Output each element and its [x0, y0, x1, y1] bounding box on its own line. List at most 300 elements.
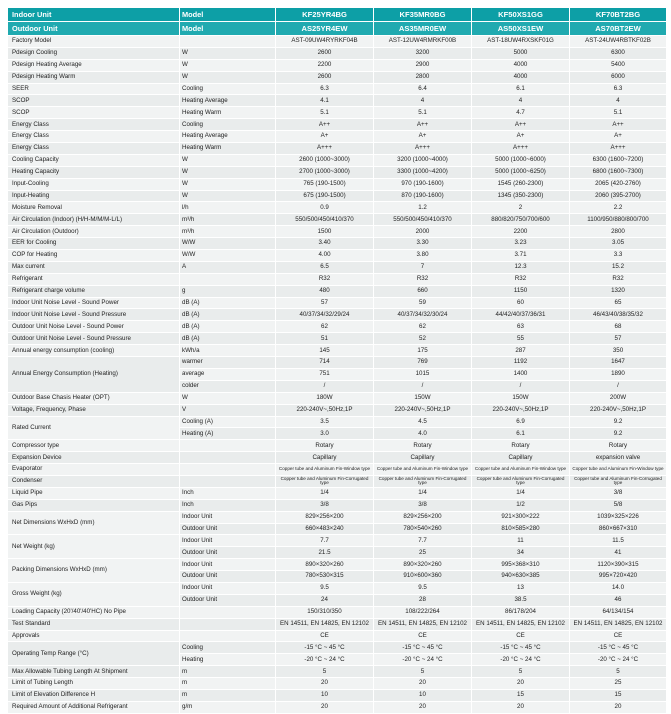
- spec-label: Compressor type: [8, 440, 180, 452]
- spec-unit: m³/h: [180, 214, 276, 226]
- spec-value: 3300 (1000~4200): [374, 166, 472, 178]
- spec-value: 1039×325×226: [570, 511, 667, 523]
- model-name: KF25YR4BG: [276, 8, 374, 22]
- spec-value: 350: [570, 345, 667, 357]
- model-name: AS35MR0EW: [374, 22, 472, 36]
- spec-row: [8, 238, 667, 250]
- spec-row: [8, 357, 667, 369]
- spec-value: -15 °C ~ 45 °C: [374, 642, 472, 654]
- spec-value: 880/820/750/700/600: [472, 214, 570, 226]
- spec-value: A++: [472, 119, 570, 131]
- spec-value: 870 (190-1600): [374, 190, 472, 202]
- spec-unit: [180, 464, 276, 476]
- spec-value: 63: [472, 321, 570, 333]
- spec-label: Max Allowable Tubing Length At Shipment: [8, 666, 180, 678]
- spec-row: [8, 618, 667, 630]
- spec-value: 25: [570, 678, 667, 690]
- spec-label: Rated Current: [8, 416, 180, 440]
- spec-value: Capillary: [276, 452, 374, 464]
- spec-row: [8, 83, 667, 95]
- spec-value: 890×320×260: [276, 559, 374, 571]
- spec-value: A++: [374, 119, 472, 131]
- spec-value: R32: [472, 273, 570, 285]
- spec-value: -20 °C ~ 24 °C: [276, 654, 374, 666]
- spec-value: 38.5: [472, 594, 570, 606]
- spec-value: 6.3: [570, 83, 667, 95]
- spec-value: 7.7: [374, 535, 472, 547]
- spec-value: AST-18UW4RXSKF01G: [472, 36, 570, 48]
- spec-value: CE: [472, 630, 570, 642]
- spec-unit: Indoor Unit: [180, 511, 276, 523]
- spec-value: 1400: [472, 368, 570, 380]
- header-row-indoor: [8, 8, 667, 22]
- spec-row: [8, 345, 667, 357]
- spec-value: Rotary: [374, 440, 472, 452]
- spec-row: [8, 487, 667, 499]
- header-model-label: Model: [180, 22, 276, 36]
- spec-value: 65: [570, 297, 667, 309]
- model-name: KF50XS1GG: [472, 8, 570, 22]
- spec-unit: W: [180, 59, 276, 71]
- spec-unit: g/m: [180, 701, 276, 713]
- spec-value: CE: [570, 630, 667, 642]
- spec-label: Test Standard: [8, 618, 180, 630]
- spec-value: 220-240V~,50Hz,1P: [472, 404, 570, 416]
- spec-label: Input-Heating: [8, 190, 180, 202]
- spec-label: Evaporator: [8, 464, 180, 476]
- spec-value: 10: [276, 689, 374, 701]
- spec-unit: Heating Warm: [180, 143, 276, 155]
- spec-label: Energy Class: [8, 143, 180, 155]
- spec-value: -15 °C ~ 45 °C: [276, 642, 374, 654]
- spec-label: Pdesign Cooling: [8, 47, 180, 59]
- spec-value: A++: [570, 119, 667, 131]
- spec-label: Indoor Unit Noise Level - Sound Power: [8, 297, 180, 309]
- spec-value: 5000 (1000~6000): [472, 154, 570, 166]
- spec-unit: l/h: [180, 202, 276, 214]
- spec-value: 1120×390×315: [570, 559, 667, 571]
- spec-value: 6.3: [276, 83, 374, 95]
- spec-value: 20: [374, 701, 472, 713]
- spec-value: 6300 (1600~7200): [570, 154, 667, 166]
- spec-value: 2800: [374, 71, 472, 83]
- spec-value: A+: [374, 131, 472, 143]
- spec-value: 5000: [472, 47, 570, 59]
- spec-unit: g: [180, 285, 276, 297]
- spec-value: 3.40: [276, 238, 374, 250]
- spec-value: 921×300×222: [472, 511, 570, 523]
- spec-value: 5.1: [570, 107, 667, 119]
- spec-unit: W: [180, 178, 276, 190]
- spec-label: Heating Capacity: [8, 166, 180, 178]
- spec-value: R32: [374, 273, 472, 285]
- spec-value: 3/8: [374, 499, 472, 511]
- spec-value: 4000: [472, 71, 570, 83]
- spec-row: [8, 701, 667, 713]
- spec-value: 1647: [570, 357, 667, 369]
- spec-value: 46: [570, 594, 667, 606]
- spec-unit: m³/h: [180, 226, 276, 238]
- model-name: AS70BT2EW: [570, 22, 667, 36]
- spec-value: 3.05: [570, 238, 667, 250]
- spec-label: Voltage, Frequency, Phase: [8, 404, 180, 416]
- spec-unit: A: [180, 261, 276, 273]
- spec-value: /: [472, 380, 570, 392]
- spec-row: [8, 392, 667, 404]
- spec-row: [8, 285, 667, 297]
- spec-row: [8, 119, 667, 131]
- spec-unit: Cooling (A): [180, 416, 276, 428]
- model-name: KF35MR0BG: [374, 8, 472, 22]
- spec-row: [8, 475, 667, 487]
- spec-unit: W: [180, 47, 276, 59]
- spec-value: 13: [472, 582, 570, 594]
- spec-value: 220-240V~,50Hz,1P: [374, 404, 472, 416]
- spec-label: Operating Temp Range (°C): [8, 642, 180, 666]
- spec-value: 0.9: [276, 202, 374, 214]
- header-model-label: Model: [180, 8, 276, 22]
- spec-value: 1192: [472, 357, 570, 369]
- spec-unit: average: [180, 368, 276, 380]
- spec-row: [8, 559, 667, 571]
- spec-row: [8, 273, 667, 285]
- spec-value: 751: [276, 368, 374, 380]
- spec-value: 34: [472, 547, 570, 559]
- spec-unit: Inch: [180, 487, 276, 499]
- spec-value: 1/4: [472, 487, 570, 499]
- spec-value: Rotary: [276, 440, 374, 452]
- spec-value: 660×483×240: [276, 523, 374, 535]
- spec-label: Packing Dimensions WxHxD (mm): [8, 559, 180, 583]
- spec-value: 2: [472, 202, 570, 214]
- spec-value: expansion valve: [570, 452, 667, 464]
- spec-value: 57: [276, 297, 374, 309]
- spec-label: EER for Cooling: [8, 238, 180, 250]
- spec-value: Copper tube and Aluminum Fin-Window type: [276, 464, 374, 476]
- spec-value: 714: [276, 357, 374, 369]
- spec-value: 890×320×260: [374, 559, 472, 571]
- spec-unit: W/W: [180, 238, 276, 250]
- spec-value: EN 14511, EN 14825, EN 12102: [472, 618, 570, 630]
- spec-label: Expansion Device: [8, 452, 180, 464]
- spec-table-body: [8, 8, 667, 714]
- spec-value: 15: [472, 689, 570, 701]
- spec-value: 810×585×280: [472, 523, 570, 535]
- spec-value: 25: [374, 547, 472, 559]
- spec-value: 64/134/154: [570, 606, 667, 618]
- spec-label: Refrigerant charge volume: [8, 285, 180, 297]
- spec-label: SEER: [8, 83, 180, 95]
- spec-unit: [180, 606, 276, 618]
- spec-unit: Cooling: [180, 642, 276, 654]
- spec-value: 3.0: [276, 428, 374, 440]
- spec-label: Indoor Unit Noise Level - Sound Pressure: [8, 309, 180, 321]
- spec-value: 20: [374, 678, 472, 690]
- spec-table: [7, 7, 667, 714]
- spec-value: 3200 (1000~4000): [374, 154, 472, 166]
- spec-value: 5: [472, 666, 570, 678]
- spec-value: A+: [472, 131, 570, 143]
- spec-value: 6.4: [374, 83, 472, 95]
- spec-value: 2065 (420-2760): [570, 178, 667, 190]
- spec-value: -20 °C ~ 24 °C: [472, 654, 570, 666]
- spec-value: 12.3: [472, 261, 570, 273]
- spec-value: 220-240V~,50Hz,1P: [570, 404, 667, 416]
- spec-unit: Indoor Unit: [180, 535, 276, 547]
- spec-value: 62: [374, 321, 472, 333]
- spec-unit: Inch: [180, 499, 276, 511]
- spec-row: [8, 333, 667, 345]
- spec-value: A+++: [472, 143, 570, 155]
- spec-value: 1500: [276, 226, 374, 238]
- spec-value: /: [570, 380, 667, 392]
- spec-row: [8, 71, 667, 83]
- spec-value: A+: [276, 131, 374, 143]
- spec-row: [8, 630, 667, 642]
- spec-row: [8, 47, 667, 59]
- spec-unit: kWh/a: [180, 345, 276, 357]
- spec-unit: [180, 36, 276, 48]
- spec-row: [8, 143, 667, 155]
- spec-unit: W: [180, 71, 276, 83]
- spec-unit: W: [180, 190, 276, 202]
- spec-value: Rotary: [472, 440, 570, 452]
- spec-value: 6300: [570, 47, 667, 59]
- spec-unit: Cooling: [180, 119, 276, 131]
- spec-value: 180W: [276, 392, 374, 404]
- spec-value: Copper tube and Aluminum Fin-Window type: [374, 464, 472, 476]
- spec-value: 1345 (350-2300): [472, 190, 570, 202]
- spec-unit: Outdoor Unit: [180, 594, 276, 606]
- spec-value: 5000 (1000~6250): [472, 166, 570, 178]
- spec-row: [8, 689, 667, 701]
- spec-value: 52: [374, 333, 472, 345]
- spec-label: SCOP: [8, 95, 180, 107]
- spec-value: 20: [570, 701, 667, 713]
- spec-value: 44/42/40/37/36/31: [472, 309, 570, 321]
- spec-unit: dB (A): [180, 297, 276, 309]
- spec-value: 3200: [374, 47, 472, 59]
- spec-value: 1/4: [276, 487, 374, 499]
- spec-row: [8, 95, 667, 107]
- spec-unit: colder: [180, 380, 276, 392]
- spec-value: -15 °C ~ 45 °C: [570, 642, 667, 654]
- spec-label: Gross Weight (kg): [8, 582, 180, 606]
- spec-label: Net Dimensions WxHxD (mm): [8, 511, 180, 535]
- spec-value: 1150: [472, 285, 570, 297]
- spec-value: Copper tube and Aluminum Fin-Corrugated type: [276, 475, 374, 487]
- spec-value: 9.2: [570, 428, 667, 440]
- spec-unit: V: [180, 404, 276, 416]
- spec-value: 1890: [570, 368, 667, 380]
- spec-label: Limit of Elevation Difference H: [8, 689, 180, 701]
- spec-row: [8, 261, 667, 273]
- spec-value: 780×540×260: [374, 523, 472, 535]
- spec-value: 1015: [374, 368, 472, 380]
- spec-value: 4000: [472, 59, 570, 71]
- spec-unit: dB (A): [180, 333, 276, 345]
- spec-value: 20: [276, 678, 374, 690]
- spec-value: 40/37/34/32/29/24: [276, 309, 374, 321]
- spec-label: Annual energy consumption (cooling): [8, 345, 180, 357]
- spec-value: 10: [374, 689, 472, 701]
- spec-label: Outdoor Base Chasis Heater (OPT): [8, 392, 180, 404]
- spec-value: 3.5: [276, 416, 374, 428]
- spec-row: [8, 404, 667, 416]
- spec-row: [8, 107, 667, 119]
- spec-value: 5.1: [374, 107, 472, 119]
- spec-value: 550/500/450/410/370: [276, 214, 374, 226]
- spec-value: 3.71: [472, 250, 570, 262]
- spec-label: Pdesign Heating Warm: [8, 71, 180, 83]
- spec-label: Factory Model: [8, 36, 180, 48]
- spec-value: R32: [276, 273, 374, 285]
- spec-unit: Indoor Unit: [180, 582, 276, 594]
- spec-value: 3.23: [472, 238, 570, 250]
- spec-value: A+: [570, 131, 667, 143]
- spec-value: Copper tube and Aluminum Fin-Corrugated type: [374, 475, 472, 487]
- spec-value: 1320: [570, 285, 667, 297]
- spec-value: AST-24UW4RBTKF02B: [570, 36, 667, 48]
- header-label: Indoor Unit: [8, 8, 180, 22]
- spec-value: R32: [570, 273, 667, 285]
- spec-value: CE: [276, 630, 374, 642]
- spec-value: 150/310/350: [276, 606, 374, 618]
- spec-unit: Outdoor Unit: [180, 547, 276, 559]
- spec-unit: W: [180, 166, 276, 178]
- spec-value: 5: [276, 666, 374, 678]
- spec-unit: Indoor Unit: [180, 559, 276, 571]
- spec-value: 5400: [570, 59, 667, 71]
- spec-value: 21.5: [276, 547, 374, 559]
- spec-value: AST-09UW4RYRKF04B: [276, 36, 374, 48]
- spec-value: 5.1: [276, 107, 374, 119]
- spec-value: 60: [472, 297, 570, 309]
- spec-row: [8, 666, 667, 678]
- spec-value: 287: [472, 345, 570, 357]
- spec-label: Max current: [8, 261, 180, 273]
- spec-value: 765 (190-1500): [276, 178, 374, 190]
- model-name: KF70BT2BG: [570, 8, 667, 22]
- spec-value: -20 °C ~ 24 °C: [374, 654, 472, 666]
- spec-value: 4.7: [472, 107, 570, 119]
- spec-label: Liquid Pipe: [8, 487, 180, 499]
- spec-value: 15.2: [570, 261, 667, 273]
- spec-row: [8, 511, 667, 523]
- spec-value: 40/37/34/32/30/24: [374, 309, 472, 321]
- spec-value: Copper tube and Aluminum Fin-Corrugated type: [570, 475, 667, 487]
- header-label: Outdoor Unit: [8, 22, 180, 36]
- spec-value: 5: [570, 666, 667, 678]
- spec-value: 4.1: [276, 95, 374, 107]
- spec-row: [8, 452, 667, 464]
- spec-value: 86/178/204: [472, 606, 570, 618]
- spec-value: 5/8: [570, 499, 667, 511]
- spec-value: A+++: [276, 143, 374, 155]
- spec-value: 2060 (395-2700): [570, 190, 667, 202]
- spec-value: 2200: [276, 59, 374, 71]
- spec-label: Limit of Tubing Length: [8, 678, 180, 690]
- spec-value: 829×256×200: [276, 511, 374, 523]
- spec-value: 6.5: [276, 261, 374, 273]
- spec-value: AST-12UW4RMRKF00B: [374, 36, 472, 48]
- spec-value: 2200: [472, 226, 570, 238]
- spec-row: [8, 131, 667, 143]
- spec-label: Annual Energy Consumption (Heating): [8, 357, 180, 393]
- spec-value: 2900: [374, 59, 472, 71]
- spec-value: 11.5: [570, 535, 667, 547]
- spec-value: 2600 (1000~3000): [276, 154, 374, 166]
- spec-value: A+++: [374, 143, 472, 155]
- spec-value: 4: [570, 95, 667, 107]
- spec-value: Copper tube and Aluminum Fin-Window type: [570, 464, 667, 476]
- spec-label: Refrigerant: [8, 273, 180, 285]
- spec-value: 55: [472, 333, 570, 345]
- spec-value: 6.9: [472, 416, 570, 428]
- spec-unit: Heating Average: [180, 131, 276, 143]
- spec-label: Moisture Removal: [8, 202, 180, 214]
- spec-unit: Outdoor Unit: [180, 523, 276, 535]
- spec-label: SCOP: [8, 107, 180, 119]
- spec-value: 675 (190-1500): [276, 190, 374, 202]
- spec-value: 9.5: [276, 582, 374, 594]
- spec-row: [8, 226, 667, 238]
- spec-value: EN 14511, EN 14825, EN 12102: [374, 618, 472, 630]
- spec-row: [8, 190, 667, 202]
- spec-unit: W: [180, 392, 276, 404]
- spec-value: 175: [374, 345, 472, 357]
- spec-label: COP for Heating: [8, 250, 180, 262]
- spec-unit: Heating (A): [180, 428, 276, 440]
- spec-row: [8, 678, 667, 690]
- spec-value: 11: [472, 535, 570, 547]
- spec-value: EN 14511, EN 14825, EN 12102: [570, 618, 667, 630]
- spec-value: 9.5: [374, 582, 472, 594]
- spec-value: 3/8: [570, 487, 667, 499]
- spec-value: 4.5: [374, 416, 472, 428]
- spec-label: Air Circulation (Outdoor): [8, 226, 180, 238]
- spec-unit: Heating Warm: [180, 107, 276, 119]
- spec-value: 20: [276, 701, 374, 713]
- spec-value: 4: [374, 95, 472, 107]
- spec-value: 550/500/450/410/370: [374, 214, 472, 226]
- spec-row: [8, 166, 667, 178]
- spec-value: 3.3: [570, 250, 667, 262]
- spec-value: 2000: [374, 226, 472, 238]
- spec-value: 4: [472, 95, 570, 107]
- spec-row: [8, 214, 667, 226]
- spec-value: 1100/950/880/800/700: [570, 214, 667, 226]
- spec-value: 24: [276, 594, 374, 606]
- spec-value: Copper tube and Aluminum Fin-Window type: [472, 464, 570, 476]
- model-name: AS50XS1EW: [472, 22, 570, 36]
- spec-row: [8, 297, 667, 309]
- spec-value: 1/2: [472, 499, 570, 511]
- spec-value: 1.2: [374, 202, 472, 214]
- spec-value: 14.0: [570, 582, 667, 594]
- spec-value: EN 14511, EN 14825, EN 12102: [276, 618, 374, 630]
- spec-unit: m: [180, 689, 276, 701]
- spec-row: [8, 321, 667, 333]
- spec-value: 6800 (1600~7300): [570, 166, 667, 178]
- spec-value: 200W: [570, 392, 667, 404]
- spec-value: 9.2: [570, 416, 667, 428]
- spec-unit: Heating: [180, 654, 276, 666]
- spec-value: 62: [276, 321, 374, 333]
- spec-value: 2600: [276, 71, 374, 83]
- spec-unit: m: [180, 666, 276, 678]
- spec-value: 480: [276, 285, 374, 297]
